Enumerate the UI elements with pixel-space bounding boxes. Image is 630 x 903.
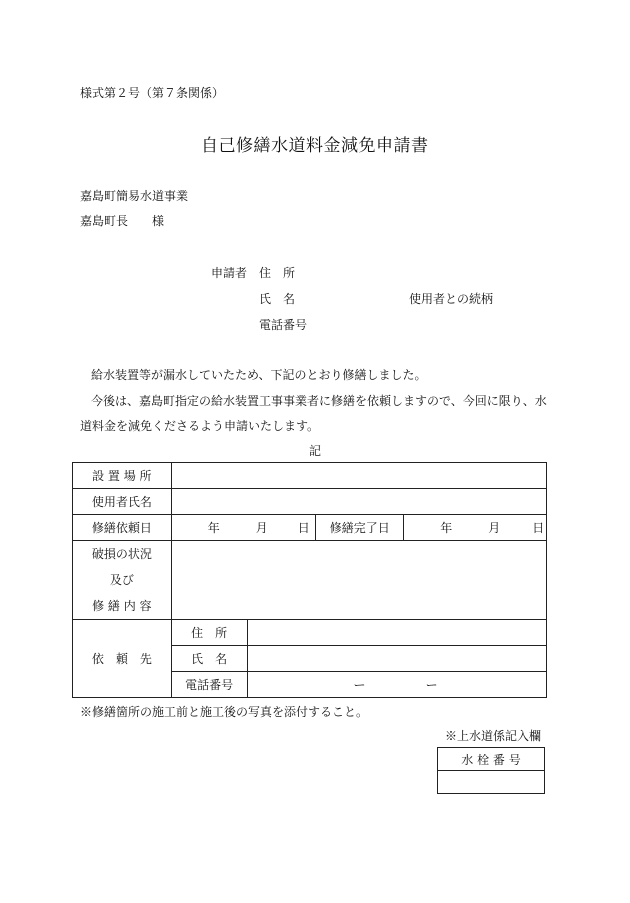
- applicant-address-label: 住 所: [259, 266, 296, 280]
- form-number: 様式第２号（第７条関係）: [80, 86, 225, 100]
- photo-note: ※修繕箇所の施工前と施工後の写真を添付すること。: [80, 705, 369, 719]
- recipient-mayor: 嘉島町長 様: [80, 214, 165, 228]
- location-field[interactable]: [171, 463, 546, 489]
- request-year: 年: [207, 521, 220, 535]
- applicant-relation-label: 使用者との続柄: [409, 292, 494, 306]
- ki-label: 記: [309, 444, 322, 458]
- damage-label: [73, 541, 172, 620]
- damage-label-line3: 修 繕 内 容: [92, 599, 152, 613]
- contractor-address-label: 住 所: [171, 620, 247, 646]
- contractor-name-label: 氏 名: [171, 646, 247, 672]
- damage-label-line2: 及び: [109, 573, 134, 587]
- recipient-org: 嘉島町簡易水道事業: [80, 189, 189, 203]
- contractor-address-field[interactable]: [247, 620, 546, 646]
- damage-label-line1: 破損の状況: [91, 547, 152, 561]
- applicant-phone-label: 電話番号: [259, 318, 308, 332]
- user-name-label: 使用者氏名: [73, 489, 172, 515]
- body-paragraph-1: 給水装置等が漏水していたため、下記のとおり修繕しました。: [91, 368, 427, 382]
- water-dept-header: ※上水道係記入欄: [445, 729, 542, 743]
- application-table: [72, 462, 547, 698]
- request-month: 月: [255, 521, 268, 535]
- complete-date-label: 修繕完了日: [316, 515, 404, 541]
- phone-dash-2: ー: [425, 678, 438, 692]
- damage-field[interactable]: [171, 541, 546, 620]
- applicant-label: 申請者: [211, 266, 248, 280]
- request-date-field[interactable]: [171, 515, 316, 541]
- hydrant-number-label: 水 栓 番 号: [438, 748, 545, 771]
- user-name-field[interactable]: [171, 489, 546, 515]
- applicant-name-label: 氏 名: [259, 292, 296, 306]
- complete-year: 年: [440, 521, 453, 535]
- complete-month: 月: [488, 521, 501, 535]
- request-day: 日: [297, 521, 310, 535]
- contractor-phone-label: 電話番号: [171, 672, 247, 698]
- location-label: 設 置 場 所: [73, 463, 172, 489]
- contractor-label: 依 頼 先: [73, 620, 172, 698]
- body-paragraph-2: 今後は、嘉島町指定の給水装置工事事業者に修繕を依頼しますので、今回に限り、水: [91, 394, 547, 408]
- water-dept-table: [437, 747, 545, 794]
- contractor-name-field[interactable]: [247, 646, 546, 672]
- body-paragraph-2-cont: 道料金を減免くださるよう申請いたします。: [80, 419, 320, 433]
- hydrant-number-field[interactable]: [438, 771, 545, 794]
- page-title: 自己修繕水道料金減免申請書: [201, 136, 429, 156]
- phone-dash-1: ー: [353, 678, 366, 692]
- complete-date-field[interactable]: [404, 515, 547, 541]
- complete-day: 日: [532, 521, 545, 535]
- request-date-label: 修繕依頼日: [73, 515, 172, 541]
- contractor-phone-field[interactable]: [247, 672, 546, 698]
